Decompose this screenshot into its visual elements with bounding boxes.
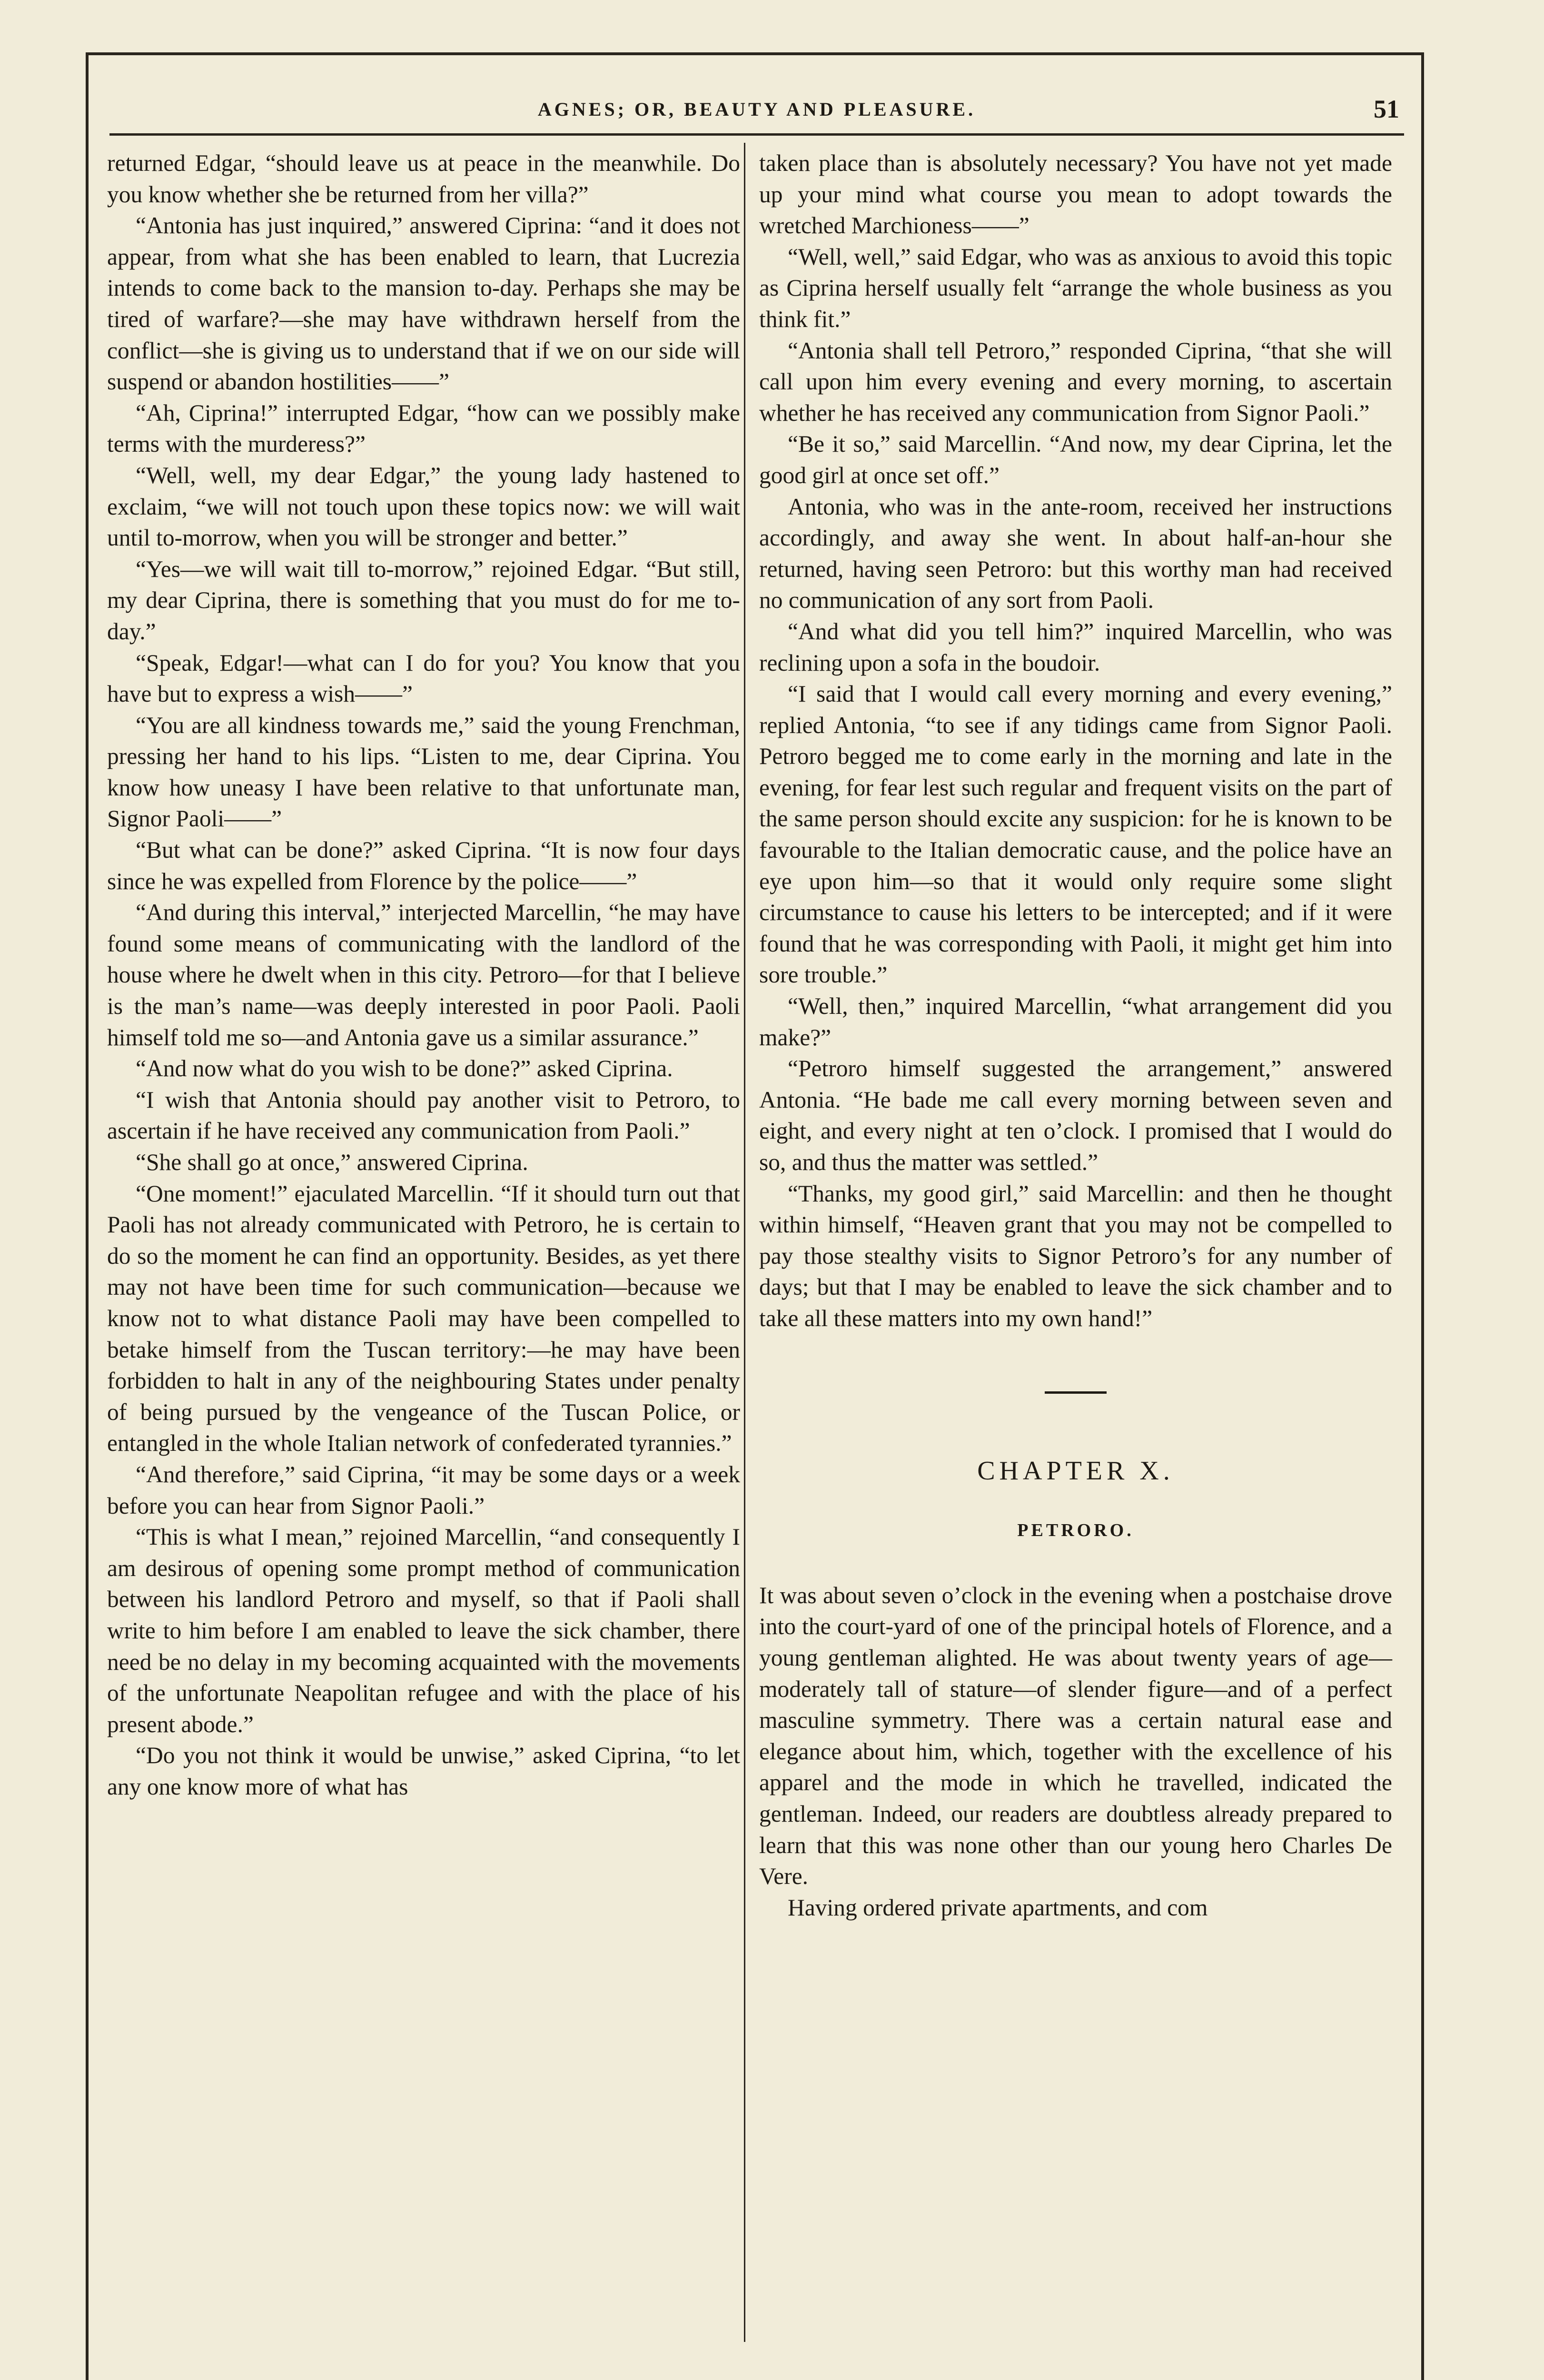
paragraph: Having ordered private apartments, and com [788, 1894, 1208, 1921]
paragraph: “Well, then,” inquired Marcellin, “what arrangement did you make?” [759, 993, 1392, 1051]
paragraph: “One moment!” ejaculated Marcellin. “If it should turn out that Paoli has not already communicated with Petroro, he is certain to do so the moment he can find an opportunity. Besides, as yet there may not have been time for such communication—because we know not to what distance Paoli may have been compelled to betake himself from the Tuscan territory:—he may have been forbidden to halt in any of the neighbouring States under penalty of being pursued by the vengeance of the Tuscan Police, or entangled in the whole Italian network of confederated tyrannies.” [107, 1180, 740, 1457]
paragraph: “Be it so,” said Marcellin. “And now, my dear Ciprina, let the good girl at once set off.” [759, 431, 1392, 488]
paragraph: “Thanks, my good girl,” said Marcellin: and then he thought within himself, “Heaven grant that you may not be compelled to pay those stealthy visits to Signor Petroro’s for any number of days; but that I may be enabled to leave the sick chamber and to take all these matters into my own hand!” [759, 1180, 1392, 1331]
paragraph: “Antonia has just inquired,” answered Ciprina: “and it does not appear, from what she has been enabled to learn, that Lucrezia intends to come back to the mansion to-day. Perhaps she may be tired of warfare?—she may have withdrawn herself from the conflict—she is giving us to understand that if we on our side will suspend or abandon hostilities——” [107, 212, 740, 395]
paragraph: returned Edgar, “should leave us at peace in the meanwhile. Do you know whether she be returned from her villa?” [107, 150, 740, 208]
paragraph: “I wish that Antonia should pay another visit to Petroro, to ascertain if he have received any communication from Paoli.” [107, 1086, 740, 1144]
chapter-heading: CHAPTER X. [977, 1456, 1174, 1486]
paragraph: “Well, well,” said Edgar, who was as anxious to avoid this topic as Ciprina herself usually felt “arrange the whole business as you think fit.” [759, 243, 1392, 332]
paragraph: “Yes—we will wait till to-morrow,” rejoined Edgar. “But still, my dear Ciprina, there is something that you must do for me to-day.” [107, 555, 740, 645]
paragraph: It was about seven o’clock in the evening when a postchaise drove into the court-yard of one of the principal hotels of Florence, and a young gentleman alighted. He was about twenty years of age—moderately tall of stature—of slender figure—and of a perfect masculine symmetry. There was a certain natural ease and elegance about him, which, together with the excellence of his apparel and the mode in which he travelled, indicated the gentleman. Indeed, our readers are doubtless already prepared to learn that this was none other than our young hero Charles De Vere. [759, 1582, 1392, 1890]
section-separator [1045, 1391, 1107, 1394]
chapter-subtitle: PETRORO. [1017, 1520, 1134, 1541]
paragraph: “Do you not think it would be unwise,” asked Ciprina, “to let any one know more of what has [107, 1742, 740, 1800]
right-column [759, 148, 1392, 1923]
paragraph: “Ah, Ciprina!” interrupted Edgar, “how can we possibly make terms with the murderess?” [107, 399, 740, 457]
running-title: AGNES; OR, BEAUTY AND PLEASURE. [537, 99, 976, 120]
left-column [107, 148, 740, 1802]
paragraph: “Well, well, my dear Edgar,” the young lady hastened to exclaim, “we will not touch upon these topics now: we will wait until to-morrow, when you will be stronger and better.” [107, 462, 740, 551]
page-header [109, 90, 1404, 136]
paragraph: “And therefore,” said Ciprina, “it may be some days or a week before you can hear from Signor Paoli.” [107, 1461, 740, 1519]
paragraph: “Speak, Edgar!—what can I do for you? You know that you have but to express a wish——” [107, 649, 740, 707]
paragraph: Antonia, who was in the ante-room, received her instructions accordingly, and away she went. In about half-an-hour she returned, having seen Petroro: but this worthy man had received no communication of any sort from Paoli. [759, 493, 1392, 614]
paragraph: “She shall go at once,” answered Ciprina. [136, 1149, 528, 1175]
paragraph: “But what can be done?” asked Ciprina. “It is now four days since he was expelled from Florence by the police——” [107, 837, 740, 894]
paragraph: “And now what do you wish to be done?” asked Ciprina. [136, 1055, 673, 1082]
paragraph: “Antonia shall tell Petroro,” responded Ciprina, “that she will call upon him every evening and every morning, to ascertain whether he has received any communication from Signor Paoli.” [759, 337, 1392, 426]
paragraph: “I said that I would call every morning and every evening,” replied Antonia, “to see if any tidings came from Signor Paoli. Petroro begged me to come early in the morning and late in the evening, for fear lest such regular and frequent visits on the part of the same person should excite any suspicion: for he is known to be favourable to the Italian democratic cause, and the police have an eye upon him—so that it would only require some slight circumstance to cause his letters to be intercepted; and if it were found that he was corresponding with Paoli, it might get him into sore trouble.” [759, 681, 1392, 988]
column-divider [744, 143, 745, 2342]
paragraph: “Petroro himself suggested the arrangement,” answered Antonia. “He bade me call every morning between seven and eight, and every night at ten o’clock. I promised that I would do so, and thus the matter was settled.” [759, 1055, 1392, 1175]
paragraph: “You are all kindness towards me,” said the young Frenchman, pressing her hand to his lips. “Listen to me, dear Ciprina. You know how uneasy I have been relative to that unfortunate man, Signor Paoli——” [107, 712, 740, 832]
paragraph: “This is what I mean,” rejoined Marcellin, “and consequently I am desirous of opening some prompt method of communication between his landlord Petroro and myself, so that if Paoli shall write to him before I am enabled to leave the sick chamber, there need be no delay in my becoming acquainted with the movements of the unfortunate Neapolitan refugee and with the place of his present abode.” [107, 1524, 740, 1737]
paragraph: “And what did you tell him?” inquired Marcellin, who was reclining upon a sofa in the boudoir. [759, 618, 1392, 676]
page-number: 51 [1374, 95, 1399, 123]
paragraph: taken place than is absolutely necessary? You have not yet made up your mind what course you mean to adopt towards the wretched Marchioness——” [759, 150, 1392, 239]
paragraph: “And during this interval,” interjected Marcellin, “he may have found some means of communicating with the landlord of the house where he dwelt when in this city. Petroro—for that I believe is the man’s name—was deeply interested in poor Paoli. Paoli himself told me so—and Antonia gave us a similar assurance.” [107, 899, 740, 1051]
